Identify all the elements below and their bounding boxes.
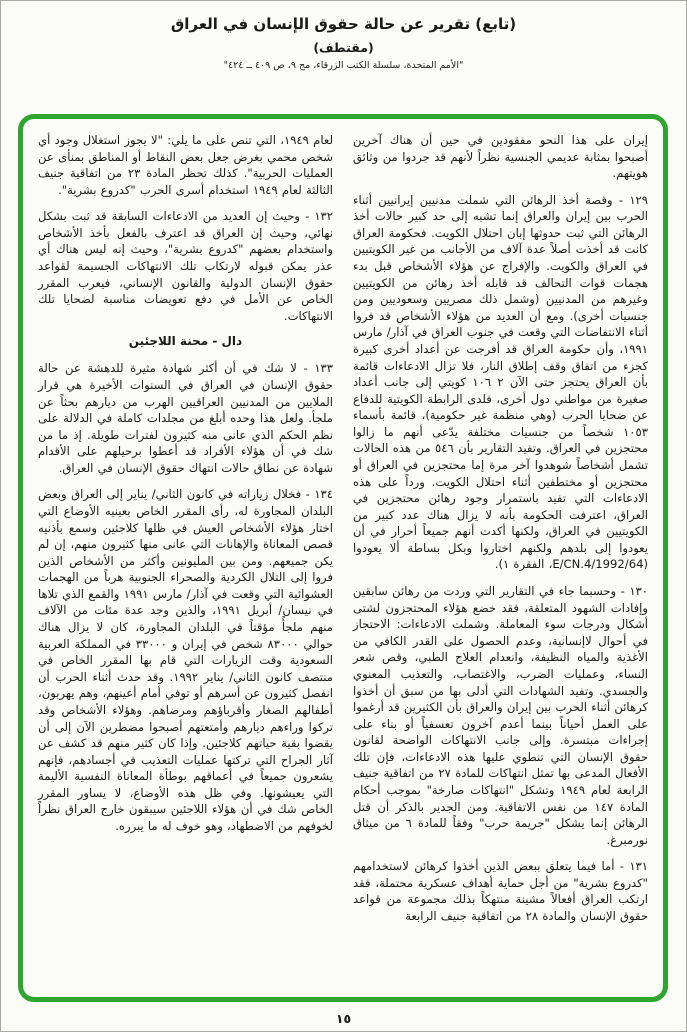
paragraph-131: ١٣١ - أما فيما يتعلق ببعض الذين أخذوا كرهائن لاستخدامهم "كدروع بشرية" من أجل حماية أهداف عسكرية محتملة، فقد ارتكب العراق أفعالاً مشينة منتهكاً بذلك مجموعة من قواعد حقوق الإنسان والمادة ٢٨ من اتفاقية جنيف الرابعة bbox=[353, 859, 648, 924]
section-heading-refugees: دال - محنة اللاجئين bbox=[128, 334, 243, 349]
column-right bbox=[353, 132, 648, 989]
paragraph-129: ١٢٩ - وقصة أخذ الرهائن التي شملت مدنيين إيرانيين أثناء الحرب بين إيران والعراق إنما تشبه إلى حد كبير حالات أخذ الرهائن التي ثبت حدوثها إبان احتلال الكويت. فحكومة العراق كانت قد أخذت أصلاً عدة آلاف من الأجانب من غير الكويتيين في العراق والكويت. والإفراج عن هؤلاء الأشخاص قبل بدء هجمات قوات التحالف قد قابله أخذ رهائن من الكويتيين وغيرهم من المدنيين (وشمل ذلك مصريين وسعوديين ومن جنسيات أخرى). ومع أن العديد من هؤلاء الأشخاص قد فروا أثناء الانتفاضات التي وقعت في جنوب العراق في آذار/ مارس ١٩٩١، وأن حكومة العراق قد أفرجت عن أعداد أخرى كبيرة كجزء من اتفاق وقف إطلاق النار، فلا تزال الادعاءات قائمة بأن العراق يحتجز حتى الآن ٢ ١٠٦ كويتي إلى جانب أعداد صغيرة من مواطني دول أخرى، فلدى الرابطة الكويتية للدفاع عن ضحايا الحرب (وهي منظمة غير حكومية)، قائمة بأسماء ١٠٥٣ شخصاً من جنسيات مختلفة يدّعى أنهم ما زالوا محتجزين في العراق. وتفيد التقارير بأن ٥٤٦ من هذه الحالات تشمل أشخاصاً شوهدوا آخر مرة إما محتجزين في العراق أو محتجزين أو مختطفين أثناء احتلال الكويت. ورداً على هذه الادعاءات التي تفيد باستمرار وجود رهائن محتجزين في العراق، اعترفت الحكومة بأنه لا يزال هناك عدد كبير من الكويتيين في العراق، ولكنها أكدت أنهم جميعاً أحرار في أن يعودوا إلى بلدهم ولكنهم اختاروا وبكل بساطة ألا يعودوا (E/CN.4/1992/64، الفقرة ١). bbox=[353, 192, 649, 572]
page-number: ١٥ bbox=[335, 1011, 352, 1026]
paragraph-132: ١٣٢ - وحيث إن العديد من الادعاءات السابقة قد ثبت بشكل نهائي، وحيث إن العراق قد اعترف بالفعل بأخذ الأشخاص واستخدام بعضهم "كدروع بشرية"، وحيث إنه ليس هناك أي عذر يمكن قبوله لارتكاب تلك الانتهاكات الجسيمة لقواعد حقوق الإنسان الدولية والقانون الإنساني، فيعرب المقرر الخاص عن الأمل في دفع تعويضات مناسبة لضحايا تلك الانتهاكات. bbox=[38, 209, 333, 323]
paragraph-131-continuation: لعام ١٩٤٩، التي تنص على ما يلي: "لا يجوز استغلال وجود أي شخص محمي بغرض جعل بعض النقاط أو المناطق بمنأى عن العمليات الحربية". كذلك تحظر المادة ٢٣ من اتفاقية جنيف الثالثة لعام ١٩٤٩ استخدام أسرى الحرب "كدروع بشرية". bbox=[38, 133, 334, 197]
bordered-text-panel bbox=[18, 114, 668, 1002]
document-page bbox=[1, 1, 686, 1031]
paragraph-133: ١٣٣ - لا شك في أن أكثر شهادة مثيرة للدهشة عن حالة حقوق الإنسان في العراق في السنوات الأخيرة هي قرار الملايين من المدنيين العراقيين الهرب من ديارهم بحثاً عن ملجأ. ولعل هذا وحده أبلغ من مجلدات كاملة في الدلالة على نظم الحكم الذي عانى منه كثيرون لفترات طويلة. إذ ما من شك في أن هؤلاء الأفراد قد أعطوا برحيلهم على الأقدام شهادة عن نطاق حالات انتهاك حقوق الإنسان في العراق. bbox=[38, 361, 333, 475]
document-header bbox=[1, 15, 686, 71]
two-column-layout bbox=[38, 132, 648, 989]
document-subtitle: (مقتطف) bbox=[313, 40, 374, 55]
paragraph-130: ١٣٠ - وحسبما جاء في التقارير التي وردت من رهائن سابقين وإفادات الشهود المتعلقة، فقد خضع هؤلاء المحتجزون لشتى أشكال ودرجات سوء المعاملة. وشملت الادعاءات: الاحتجاز في أحوال لاإنسانية، وعدم الحصول على القدر الكافي من الأغذية والمياه النظيفة، وانعدام العلاج الطبي، وقص شعر النساء، وعمليات الضرب، والاغتصاب، والتعذيب المعنوي والجسدي. وتفيد الشهادات التي أدلى بها من سبق أن أخذوا كرهائن أثناء الحرب بين إيران والعراق بأن الكثيرين قد أرغموا على العمل أحياناً بينما أعدم آخرون تعسفياً أو بناء على إجراءات مبتسرة. وإلى جانب الانتهاكات الواضحة لقانون حقوق الإنسان التي تنطوي عليها هذه الادعاءات، فإن تلك الأفعال المدعى بها تمثل انتهاكات للمادة ٢٧ من اتفاقية جنيف الرابعة لعام ١٩٤٩ وتشكل "انتهاكات صارخة" بموجب أحكام المادة ١٤٧ من نفس الاتفاقية. ومن الجدير بالذكر أن قتل الرهائن إنما يشكل "جريمة حرب" وفقاً للمادة ٦ من ميثاق نورمبرغ. bbox=[353, 584, 649, 847]
source-citation: "الأمم المتحدة، سلسلة الكتب الزرقاء، مج ٩، ص ٤٠٩ ــ ٤٢٤" bbox=[223, 60, 464, 71]
paragraph-134: ١٣٤ - فخلال زياراته في كانون الثاني/ يناير إلى العراق وبعض البلدان المجاورة له، رأى المقرر الخاص بعينيه الأوضاع التي اختار هؤلاء الأشخاص العيش في ظلها كلاجئين وسمع بأذنيه قصص المعاناة والإهانات التي عانى منها كثيرون منهم، إن لم يكن جميعهم. ومن بين المليونين وأكثر من الأشخاص الذين فروا إلى التلال الكردية والصحراء الجنوبية هرباً من الهجمات العشوائية التي وقعت في آذار/ مارس ١٩٩١ والقمع الذي تلاها في نيسان/ أبريل ١٩٩١، والذين وجد عدة مئات من الآلاف منهم ملجأً مؤقتاً في البلدان المجاورة، كان لا يزال هناك حوالي ٨٣٠٠٠ شخص في إيران و ٣٣٠٠٠ في المملكة العربية السعودية وقت الزيارات التي قام بها المقرر الخاص في منتصف كانون الثاني/ يناير ١٩٩٢. وقد حدث أثناء الحرب أن انفصل كثيرون عن أسرهم أو توفي أمام أعينهم، وهم يهربون، أطفالهم الصغار وأقرباؤهم ومرضاهم. وهؤلاء الأشخاص وقد تركوا وراءهم ديارهم وأمتعتهم أصبحوا مضطرين الآن إلى أن يقضوا بقية حياتهم كلاجئين. وإذا كان كثير منهم قد كشف عن آثار الجراح التي تركتها عمليات التعذيب في أجسادهم، فإنهم يشعرون جميعاً في أعماقهم بوطأة المعاناة النفسية الأليمة التي يعيشونها. وفي ظل هذه الأوضاع، لا يساور المقرر الخاص شك في أن هؤلاء اللاجئين سيبقون خارج العراق نظراً لخوفهم من الاضطهاد، وهو خوف له ما يبرره. bbox=[38, 487, 334, 833]
page-title: (تابع) تقرير عن حالة حقوق الإنسان في العراق bbox=[170, 15, 517, 33]
paragraph-continuation-top: إيران على هذا النحو مفقودين في حين أن هناك آخرين أصبحوا بمثابة عديمي الجنسية نظراً لأنهم قد جردوا من وثائق هويتهم. bbox=[353, 133, 648, 181]
column-left bbox=[38, 132, 333, 989]
